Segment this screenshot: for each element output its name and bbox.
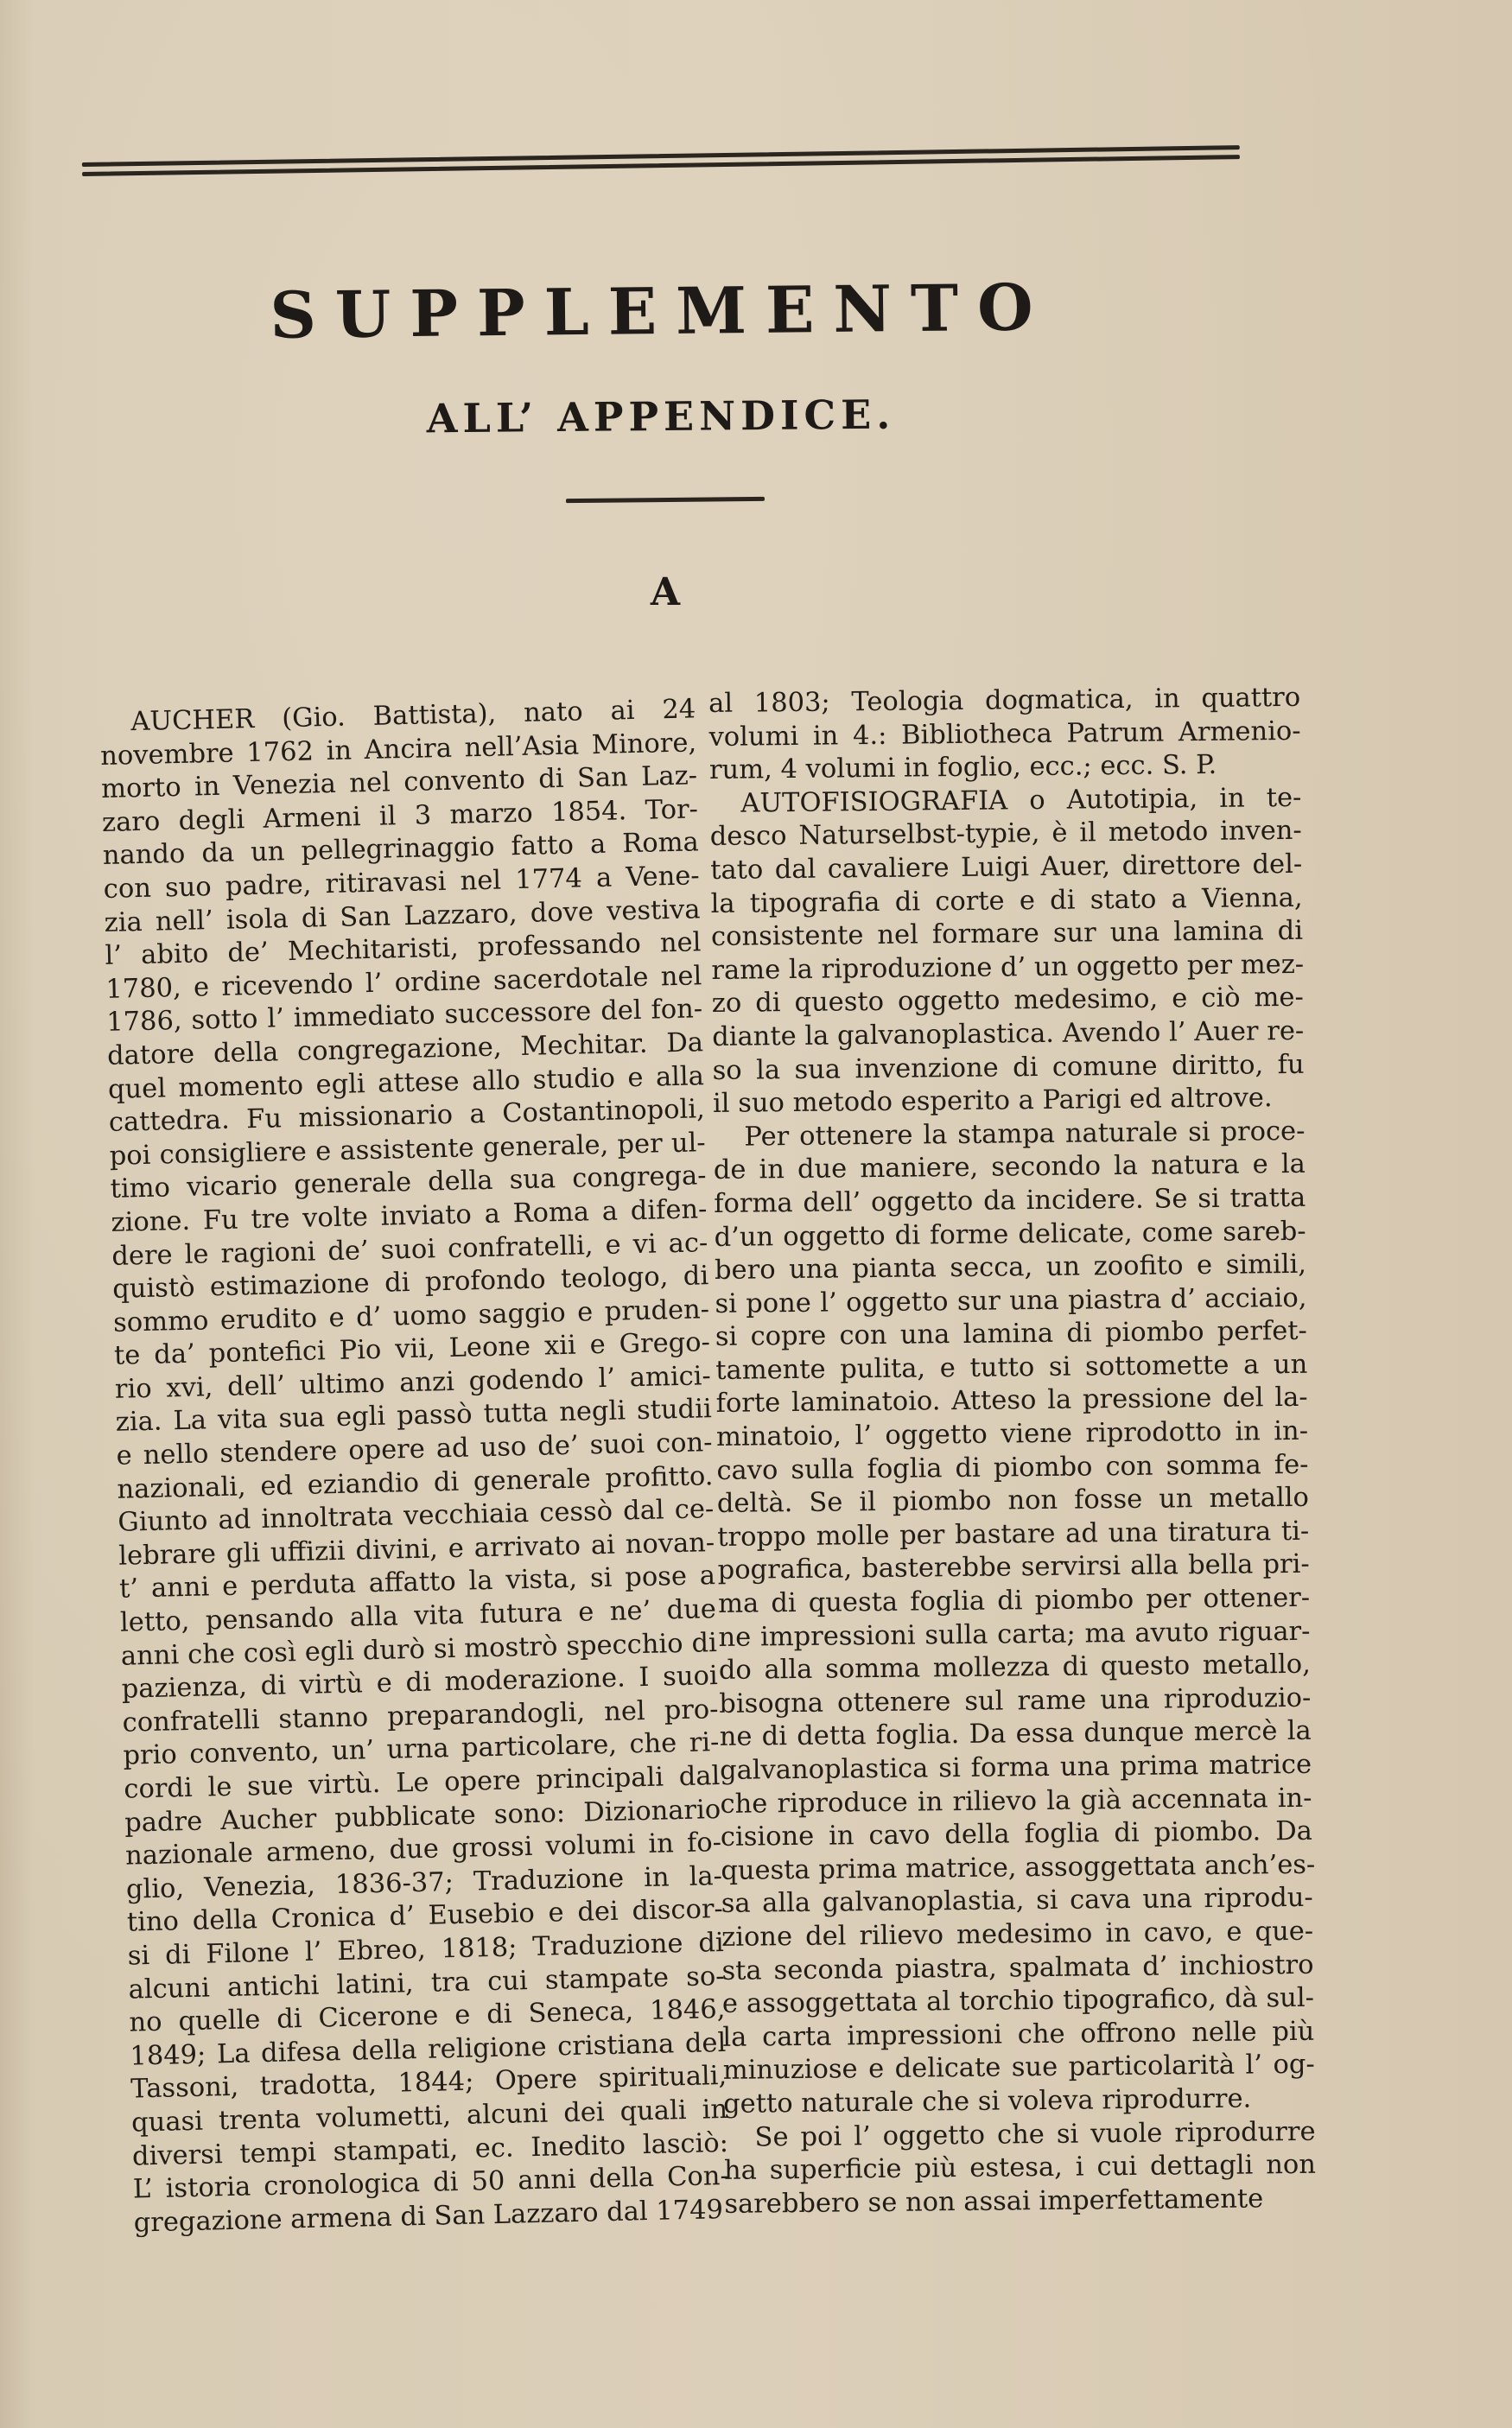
- text-line: cavo sulla foglia di piombo con somma fe-: [716, 1449, 1309, 1486]
- text-line: diante la galvanoplastica. Avendo l’ Auer re-: [712, 1015, 1305, 1052]
- text-line: pazienza, di virtù e di moderazione. I suoi: [121, 1661, 719, 1705]
- text-line: tato dal cavaliere Luigi Auer, direttore del-: [710, 849, 1303, 886]
- text-line: ha superficie più estesa, i cui dettagli non: [723, 2149, 1317, 2187]
- text-line: Giunto ad innoltrata vecchiaia cessò dal ce-: [118, 1494, 715, 1539]
- text-line: do alla somma mollezza di questo metallo,: [718, 1649, 1312, 1687]
- text-line: rum, 4 volumi in foglio, ecc.; ecc. S. P.: [708, 750, 1217, 786]
- text-line: pografica, basterebbe servirsi alla bella pri-: [717, 1549, 1310, 1586]
- text-line: so la sua invenzione di comune diritto, fu: [712, 1049, 1305, 1086]
- text-line: cattedra. Fu missionario a Costantinopoli,: [108, 1094, 706, 1138]
- text-line: sommo erudito e d’ uomo saggio e pruden-: [112, 1293, 710, 1338]
- page-subtitle: ALL’ APPENDICE.: [426, 391, 896, 442]
- text-line: con suo padre, ritiravasi nel 1774 a Vene-: [103, 861, 701, 905]
- text-line: minuziose e delicate sue particolarità l’ og-: [722, 2050, 1315, 2087]
- section-letter: A: [650, 570, 681, 614]
- text-line: nazionali, ed eziandio di generale profitto.: [117, 1460, 714, 1505]
- text-line: nazionale armeno, due grossi volumi in fo-: [124, 1827, 722, 1872]
- text-line: ne di detta foglia. Da essa dunque mercè la: [719, 1716, 1312, 1753]
- text-line: zia. La vita sua egli passò tutta negli studii: [115, 1394, 713, 1439]
- text-line: zione. Fu tre volte inviato a Roma a difen-: [111, 1194, 708, 1238]
- text-line: la tipografia di corte e di stato a Vienna,: [710, 882, 1303, 919]
- text-line: Se poi l’ oggetto che si vuole riprodurre: [754, 2116, 1316, 2153]
- text-line: troppo molle per bastare ad una tiratura ti-: [717, 1516, 1310, 1553]
- text-line: cisione in cavo della foglia di piombo. Da: [720, 1815, 1313, 1853]
- header-double-rule: [82, 142, 1240, 181]
- text-line: volumi in 4.: Bibliotheca Patrum Armenio-: [708, 715, 1301, 753]
- text-line: alcuni antichi latini, tra cui stampate so-: [128, 1961, 725, 2005]
- text-line: forma dell’ oggetto da incidere. Se si tratta: [714, 1182, 1306, 1219]
- text-line: tino della Cronica d’ Eusebio e dei discor-: [126, 1894, 724, 1939]
- text-line: d’un oggetto di forme delicate, come sareb-: [714, 1216, 1306, 1253]
- text-line: al 1803; Teologia dogmatica, in quattro: [708, 682, 1301, 719]
- text-line: novembre 1762 in Ancira nell’Asia Minore,: [99, 727, 697, 772]
- text-line: e assoggettata al torchio tipografico, dà sul-: [721, 1982, 1315, 2020]
- text-line: forte laminatoio. Atteso la pressione del la-: [715, 1382, 1308, 1420]
- text-line: letto, pensando alla vita futura e ne’ due: [119, 1594, 717, 1638]
- text-line: 1780, e ricevendo l’ ordine sacerdotale nel: [105, 961, 702, 1005]
- text-line: deltà. Se il piombo non fosse un metallo: [716, 1483, 1310, 1520]
- text-line: minatoio, l’ oggetto viene riprodotto in in-: [715, 1415, 1309, 1453]
- text-line: ma di questa foglia di piombo per ottener-: [717, 1582, 1311, 1619]
- text-line: nando da un pellegrinaggio fatto a Roma: [102, 827, 700, 872]
- text-line: AUTOFISIOGRAFIA o Autotipia, in te-: [740, 782, 1302, 819]
- text-line: rio xvi, dell’ ultimo anzi godendo l’ amici-: [114, 1361, 712, 1405]
- text-line: sta seconda piastra, spalmata d’ inchiostro: [721, 1949, 1314, 1986]
- text-line: cordi le sue virtù. Le opere principali dal: [124, 1761, 721, 1805]
- text-line: 1786, sotto l’ immediato successore del fon-: [105, 994, 703, 1039]
- text-line: zia nell’ isola di San Lazzaro, dove vestiva: [104, 893, 701, 938]
- text-line: de in due maniere, secondo la natura e la: [713, 1149, 1306, 1186]
- text-line: poi consigliere e assistente generale, per ul-: [109, 1127, 707, 1172]
- text-line: 1849; La difesa della religione cristiana del: [130, 2027, 727, 2072]
- text-line: questa prima matrice, assoggettata anch’es-: [721, 1849, 1316, 1886]
- text-line: Per ottenere la stampa naturale si proce-: [744, 1115, 1306, 1153]
- text-line: L’ istoria cronologica di 50 anni della Con-: [132, 2161, 730, 2205]
- text-line: timo vicario generale della sua congrega-: [110, 1160, 707, 1205]
- text-line: rame la riproduzione d’ un oggetto per mez-: [711, 949, 1305, 986]
- text-line: Tassoni, tradotta, 1844; Opere spirituali,: [130, 2061, 727, 2105]
- text-line: datore della congregazione, Mechitar. Da: [106, 1027, 704, 1071]
- text-line: prio convento, un’ urna particolare, che ri-: [123, 1727, 720, 1772]
- text-line: bisogna ottenere sul rame una riproduzio-: [719, 1682, 1312, 1719]
- text-line: dere le ragioni de’ suoi confratelli, e vi ac-: [111, 1227, 708, 1272]
- text-line: bero una pianta secca, un zoofito e simili,: [714, 1249, 1307, 1287]
- text-line: diversi tempi stampati, ec. Inedito lasciò:: [131, 2127, 729, 2172]
- text-line: zaro degli Armeni il 3 marzo 1854. Tor-: [101, 794, 699, 838]
- text-line: desco Naturselbst-typie, è il metodo inven-: [709, 816, 1302, 853]
- text-line: zo di questo oggetto medesimo, e ciò me-: [711, 982, 1304, 1020]
- text-line: l’ abito de’ Mechitaristi, professando nel: [105, 927, 702, 972]
- text-line: si di Filone l’ Ebreo, 1818; Traduzione di: [127, 1927, 725, 1972]
- text-line: il suo metodo esperito a Parigi ed altrove.: [712, 1083, 1273, 1120]
- text-line: glio, Venezia, 1836-37; Traduzione in la-: [125, 1860, 723, 1905]
- text-line: tamente pulita, e tutto si sottomette a un: [715, 1349, 1308, 1386]
- text-line: lebrare gli uffizii divini, e arrivato ai novan-: [118, 1527, 715, 1572]
- right-column: [708, 682, 1317, 2221]
- text-line: padre Aucher pubblicate sono: Dizionario: [124, 1794, 721, 1839]
- text-line: e nello stendere opere ad uso de’ suoi con-: [116, 1427, 713, 1471]
- text-line: sa alla galvanoplastia, si cava una riprodu-: [721, 1883, 1313, 1920]
- text-line: confratelli stanno preparandogli, nel pro-: [122, 1694, 719, 1738]
- text-line: ne impressioni sulla carta; ma avuto riguar-: [718, 1616, 1311, 1653]
- text-line: morto in Venezia nel convento di San Laz-: [100, 760, 698, 805]
- text-line: AUCHER (Gio. Battista), nato ai 24: [130, 694, 696, 738]
- text-line: getto naturale che si voleva riprodurre.: [722, 2083, 1252, 2120]
- text-line: si copre con una lamina di piombo perfet-: [715, 1316, 1308, 1353]
- text-line: no quelle di Cicerone e di Seneca, 1846,: [129, 1994, 726, 2038]
- text-line: te da’ pontefici Pio vii, Leone xii e Grego-: [113, 1327, 711, 1372]
- text-line: anni che così egli durò si mostrò specchio di: [120, 1627, 718, 1672]
- text-line: quasi trenta volumetti, alcuni dei quali in: [130, 2094, 728, 2139]
- page-title: SUPPLEMENTO: [269, 270, 1053, 353]
- text-line: quel momento egli attese allo studio e alla: [107, 1060, 705, 1105]
- section-divider: [566, 497, 765, 503]
- text-line: t’ anni e perduta affatto la vista, si pose a: [118, 1560, 716, 1605]
- left-column: [99, 693, 730, 2240]
- text-line: consistente nel formare sur una lamina di: [710, 915, 1304, 953]
- text-line: si pone l’ oggetto sur una piastra d’ acciaio,: [715, 1282, 1307, 1319]
- text-line: gregazione armena di San Lazzaro dal 1749: [133, 2194, 724, 2239]
- text-line: zione del rilievo medesimo in cavo, e que-: [721, 1916, 1314, 1953]
- text-line: che riproduce in rilievo la già accennata in-: [720, 1783, 1312, 1820]
- text-line: sarebbero se non assai imperfettamente: [724, 2183, 1264, 2220]
- text-line: galvanoplastica si forma una prima matrice: [719, 1749, 1312, 1786]
- text-line: la carta impressioni che offrono nelle più: [722, 2016, 1315, 2053]
- text-line: quistò estimazione di profondo teologo, di: [111, 1261, 709, 1305]
